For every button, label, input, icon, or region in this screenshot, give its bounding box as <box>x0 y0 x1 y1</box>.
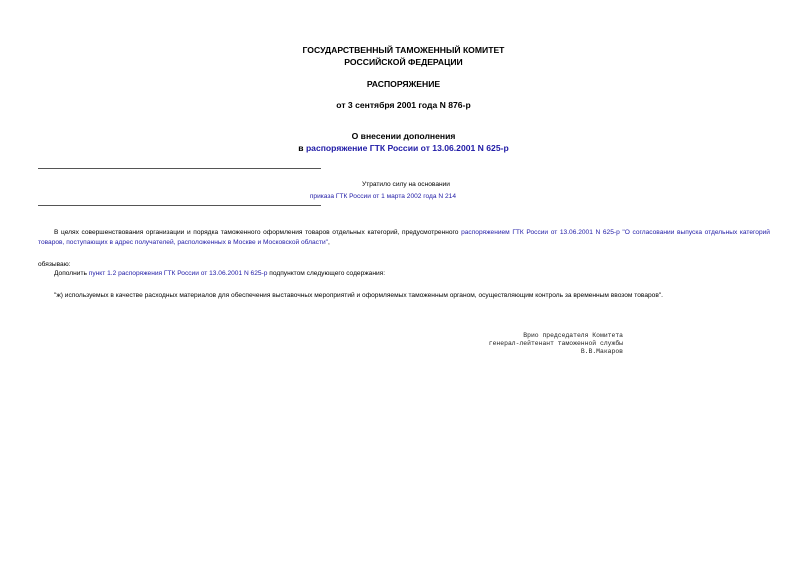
paragraph-preamble <box>38 228 770 248</box>
document-type: РАСПОРЯЖЕНИЕ <box>366 79 441 89</box>
signature-line3: В.В.Макаров <box>580 348 623 355</box>
org-name-line1: ГОСУДАРСТВЕННЫЙ ТАМОЖЕННЫЙ КОМИТЕТ <box>302 45 505 55</box>
notice-link[interactable]: приказа ГТК России от 1 марта 2002 года N 214 <box>309 193 456 200</box>
preamble-link[interactable]: распоряжением ГТК России от 13.06.2001 N 625-р "О согласовании выпуска отдельных категорий товаров, поступающих в адрес получателей, расположенных в Москве и Московской области" <box>38 229 770 246</box>
preamble-end: , <box>328 239 330 246</box>
preamble-text: В целях совершенствования организации и порядка таможенного оформления товаров отдельных категорий, предусмотренного <box>54 229 462 236</box>
subject-prefix: в <box>298 143 306 153</box>
subject-link[interactable]: распоряжение ГТК России от 13.06.2001 N 625-р <box>305 143 509 153</box>
paragraph-subitem: "ж) используемых в качестве расходных материалов для обеспечения выставочных мероприятий и оформляемых таможенным органом, осуществляющим контроль за временным ввозом товаров". <box>54 292 664 299</box>
notice-link-line <box>38 192 456 201</box>
obligate-word: обязываю: <box>38 261 71 268</box>
notice-bottom-divider <box>38 205 321 206</box>
document-date: от 3 сентября 2001 года N 876-р <box>336 100 471 110</box>
instruction-link[interactable]: пункт 1.2 распоряжения ГТК России от 13.06.2001 N 625-р <box>88 270 268 277</box>
notice-line1: Утратило силу на основании <box>362 181 450 188</box>
instruction-prefix: Дополнить <box>54 270 89 277</box>
signature-line2: генерал-лейтенант таможенной службы <box>488 340 623 347</box>
document-subject-line1: О внесении дополнения <box>351 131 456 141</box>
instruction-suffix: подпунктом следующего содержания: <box>267 270 386 277</box>
document-subject-line2 <box>0 143 807 154</box>
notice-top-divider <box>38 168 321 169</box>
paragraph-instruction <box>54 269 385 278</box>
org-name-line2: РОССИЙСКОЙ ФЕДЕРАЦИИ <box>344 57 463 67</box>
signature-line1: Врио председателя Комитета <box>523 332 623 339</box>
